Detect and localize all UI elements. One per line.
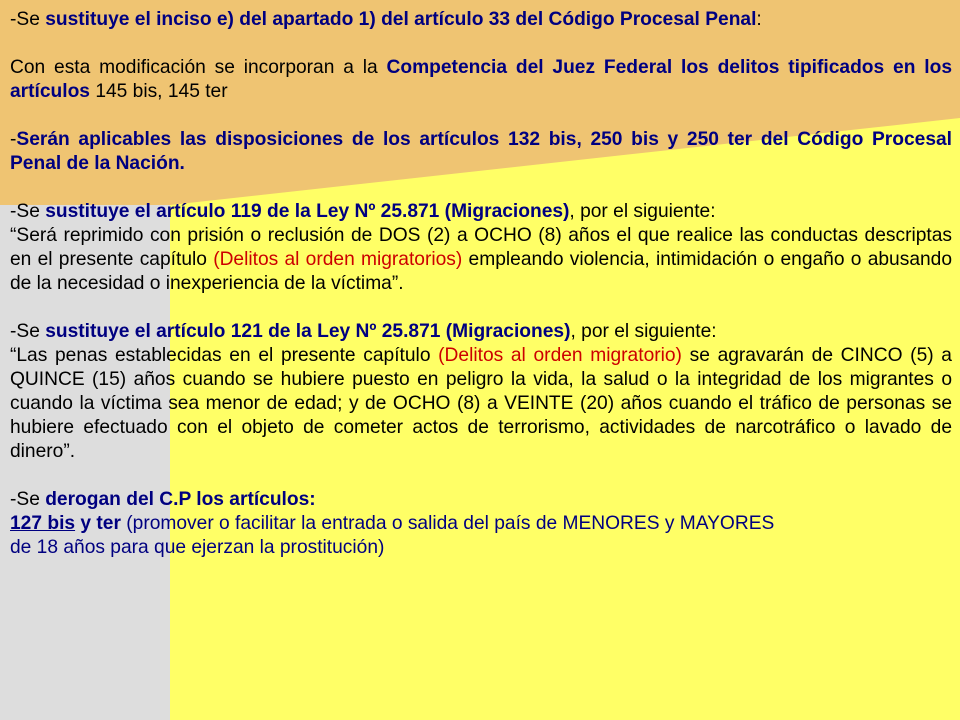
p3-prefix: - (10, 129, 17, 150)
p4-prefix: -Se (10, 201, 46, 222)
p6-prefix: -Se (10, 489, 46, 510)
p4-quote-end: empleando violencia, intimidación o engaño o abusando de la necesidad o inexperiencia de la víctima”. (10, 249, 953, 294)
p5-bold: sustituye el artículo 121 de la Ley Nº 25.871 (Migraciones) (45, 321, 571, 342)
paragraph-disposiciones (10, 128, 952, 176)
slide-content (10, 8, 952, 560)
p5-suffix: , por el siguiente: (570, 321, 717, 342)
p1-suffix: : (756, 9, 762, 30)
paragraph-inciso-e (10, 8, 952, 32)
paragraph-derogaciones (10, 488, 952, 560)
paragraph-articulo-121 (10, 320, 952, 464)
p3-bold: Serán aplicables las disposiciones de los artículos 132 bis, 250 bis y 250 ter del Código Procesal Penal de la Nación. (10, 129, 952, 174)
p6-description-line2: de 18 años para que ejerzan la prostitución) (10, 537, 385, 558)
p2-bold: Competencia del Juez Federal los delitos tipificados en los artículos (10, 57, 952, 102)
p5-quote-end: se agravarán de CINCO (5) a QUINCE (15) años cuando se hubiere puesto en peligro la vida, la salud o la integridad de los migrantes o cuando la víctima sea menor de edad; y de OCHO (8) a VEINTE (20) años cuando el tráfico de personas se hubiere efectuado con el objeto de cometer actos de terrorismo, actividades de narcotráfico o lavado de dinero”. (10, 345, 952, 462)
p6-bold: derogan del C.P los artículos: (45, 489, 316, 510)
p6-article-link: 127 bis (10, 513, 76, 534)
p2-prefix: Con esta modificación se incorporan a la (10, 57, 387, 78)
p6-description-line1: (promover o facilitar la entrada o salida del país de MENORES y MAYORES (120, 513, 775, 534)
p5-quote-start: “Las penas establecidas en el presente capítulo (10, 345, 439, 366)
paragraph-articulo-119 (10, 200, 952, 296)
p4-bold: sustituye el artículo 119 de la Ley Nº 25.871 (Migraciones) (45, 201, 570, 222)
p5-prefix: -Se (10, 321, 46, 342)
p2-suffix: 145 bis, 145 ter (89, 81, 228, 102)
p1-bold: sustituye el inciso e) del apartado 1) del artículo 33 del Código Procesal Penal (45, 9, 757, 30)
p4-quote-start: “Será reprimido con prisión o reclusión de DOS (2) a OCHO (8) años el que realice las conductas descriptas en el presente capítulo (10, 225, 952, 270)
p1-prefix: -Se (10, 9, 46, 30)
paragraph-competencia (10, 56, 952, 104)
p6-article-connector: y ter (75, 513, 121, 534)
p4-quote-highlight: (Delitos al orden migratorios) (213, 249, 463, 270)
p4-suffix: , por el siguiente: (569, 201, 716, 222)
p5-quote-highlight: (Delitos al orden migratorio) (438, 345, 682, 366)
